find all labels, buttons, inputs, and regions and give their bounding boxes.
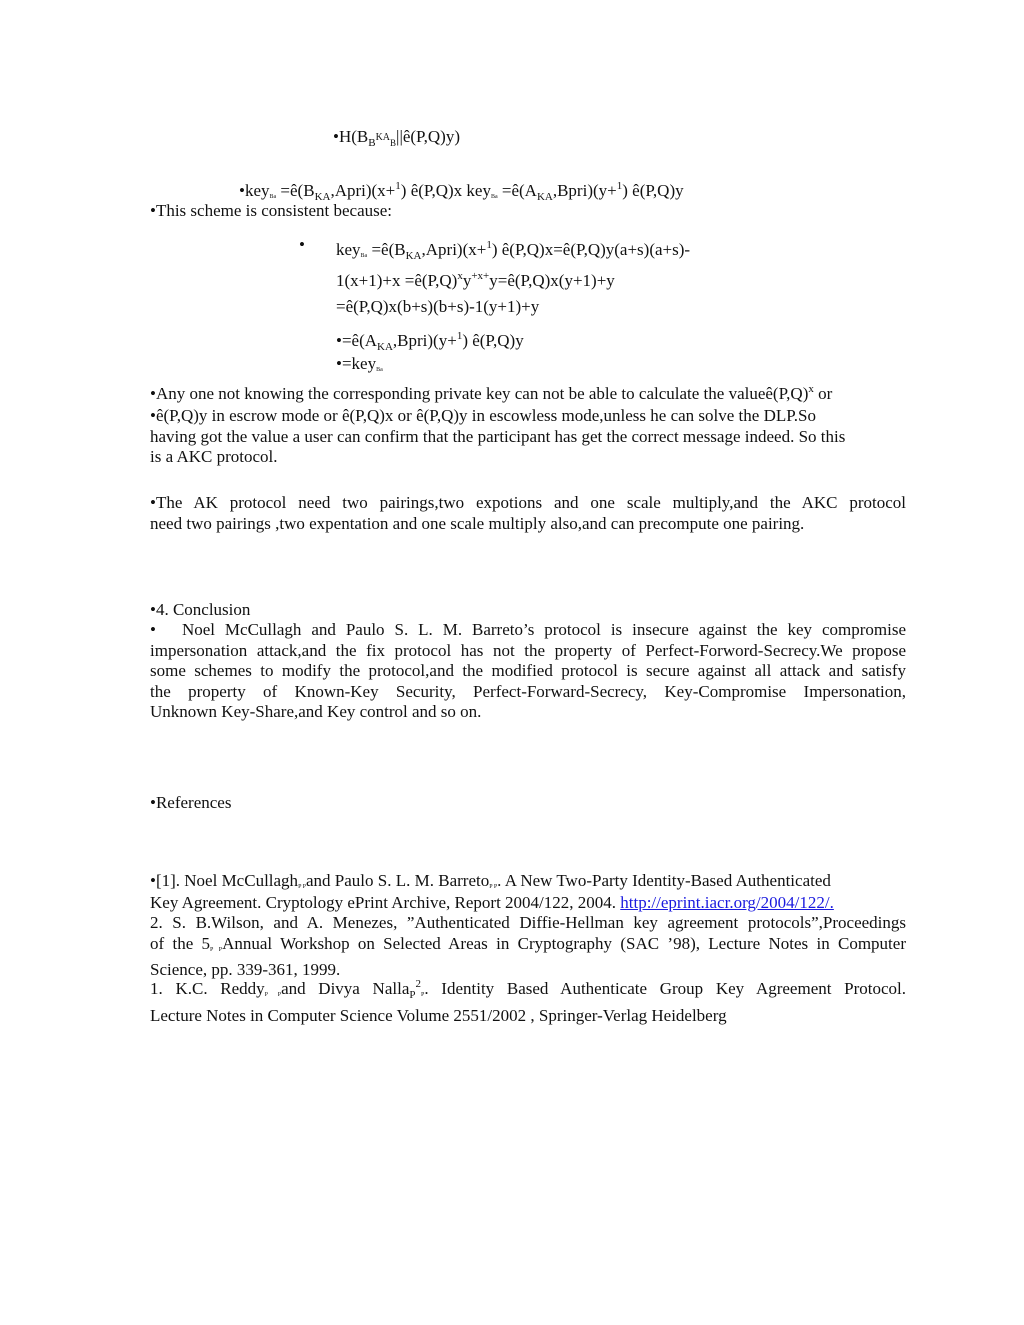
ref3-text-c: . Identity Based Authenticate Group Key Agreement Protocol.	[424, 979, 907, 998]
anyone-sup: x	[808, 383, 814, 395]
key-sub-2: KA	[536, 191, 553, 203]
hash-sub-3: B	[390, 138, 397, 148]
consistent-heading: •This scheme is consistent because:	[150, 201, 393, 220]
key-text-2: =ê(B	[276, 181, 315, 200]
proof-line-1	[336, 235, 690, 266]
ref3-line-1	[150, 974, 906, 1006]
ref3-text-a: 1. K.C. Reddy	[150, 979, 265, 998]
key-tiny-2: Ba	[490, 194, 498, 200]
key-text-5: =ê(A	[497, 181, 537, 200]
conclusion-line-4: the property of Known-Key Security, Perfect-Forward-Secrecy, Key-Compromise Impersonation,	[150, 681, 906, 701]
ref2-line-2b: Annual Workshop on Selected Areas in Cryptography (SAC ’98), Lecture Notes in Computer	[222, 933, 906, 953]
proof-l2-a: 1(x+1)+x =ê(P,Q)	[336, 271, 458, 290]
ak-line-1: •The AK protocol need two pairings,two expotions and one scale multiply,and the AKC protocol	[150, 493, 906, 512]
reference-2	[150, 913, 906, 981]
ref3-sub: P	[409, 989, 416, 1001]
proof-l4-c: ) ê(P,Q)y	[462, 331, 524, 350]
hash-sub-2: KA	[375, 132, 391, 143]
ref2-tiny: P P	[210, 946, 223, 953]
ref1-tiny-1: P P	[298, 884, 307, 890]
key-sup-1: 1	[395, 180, 401, 192]
proof-line-2	[336, 266, 615, 291]
proof-l2-b: y	[462, 271, 472, 290]
reference-1-line-2	[150, 893, 834, 913]
ref3-tiny-2: P	[421, 992, 425, 998]
key-sup-2: 1	[616, 180, 623, 192]
proof-l1-c: ,Apri)(x+	[421, 240, 487, 259]
hash-sub-1: B	[368, 137, 376, 149]
ref1-text-c: . A New Two-Party Identity-Based Authenticated	[497, 871, 831, 890]
proof-l1-sub: KA	[405, 250, 422, 262]
proof-l5-a: •=key	[336, 354, 377, 373]
proof-l1-a: key	[336, 240, 361, 259]
proof-l5-tiny: Ba	[376, 367, 383, 373]
key-text-3: ,Apri)(x+	[330, 181, 396, 200]
conclusion-line-2: impersonation attack,and the fix protocol has not the property of Perfect-Forword-Secrecy.We propose	[150, 640, 906, 660]
proof-line-4	[336, 326, 524, 357]
ref1-line-2-text: Key Agreement. Cryptology ePrint Archive, Report 2004/122, 2004.	[150, 893, 621, 912]
anyone-paragraph	[150, 379, 832, 404]
proof-line-3: =ê(P,Q)x(b+s)(b+s)-1(y+1)+y	[336, 297, 540, 316]
ref2-line-3: Science, pp. 339-361, 1999.	[150, 960, 341, 979]
reference-3	[150, 974, 906, 1026]
proof-bullet: •	[299, 235, 305, 254]
reference-1-url-link[interactable]: http://eprint.iacr.org/2004/122/.	[620, 893, 834, 912]
proof-l4-a: •=ê(A	[336, 331, 378, 350]
hash-text-b: ||ê(P,Q)y)	[396, 127, 460, 146]
escrow-line-3: is a AKC protocol.	[150, 447, 278, 466]
escrow-line-1: •ê(P,Q)y in escrow mode or ê(P,Q)x or ê(P,Q)y in escowless mode,unless he can solve the DLP.So	[150, 406, 817, 425]
conclusion-line-5: Unknown Key-Share,and Key control and so on.	[150, 702, 482, 721]
proof-l4-sup: 1	[456, 330, 463, 342]
ak-paragraph	[150, 493, 906, 534]
hash-text-a: •H(B	[333, 127, 369, 146]
escrow-paragraph	[150, 406, 906, 468]
anyone-text-b: or	[813, 384, 833, 403]
ref2-line-2	[150, 934, 906, 961]
ref2-line-2a: of the 5	[150, 933, 211, 953]
proof-l4-sub: KA	[377, 341, 393, 353]
proof-l1-b: =ê(B	[367, 240, 406, 259]
ref3-text-b: and Divya Nalla	[281, 979, 410, 998]
conclusion-line-1	[150, 620, 906, 641]
anyone-text-a: •Any one not knowing the corresponding private key can not be able to calculate the valueê(P,Q)	[150, 384, 809, 403]
proof-l2-sup-2: +x+	[471, 270, 490, 282]
conclusion-line-1-text: Noel McCullagh and Paulo S. L. M. Barreto’s protocol is insecure against the key compromise	[181, 620, 906, 639]
references-heading: •References	[150, 793, 232, 812]
ref3-line-2: Lecture Notes in Computer Science Volume 2551/2002 , Springer-Verlag Heidelberg	[150, 1005, 727, 1025]
key-text-1: •key	[239, 181, 270, 200]
ref3-tiny-1: P P	[264, 992, 282, 998]
proof-l1-d: ) ê(P,Q)x=ê(P,Q)y(a+s)(a+s)-	[491, 240, 691, 259]
key-sub-1: KA	[314, 191, 331, 203]
key-text-6: ,Bpri)(y+	[552, 181, 617, 200]
ref2-line-1: 2. S. B.Wilson, and A. Menezes, ”Authenticated Diffie-Hellman key agreement protocols”,Proceedings	[150, 913, 906, 932]
proof-l2-c: y=ê(P,Q)x(y+1)+y	[489, 271, 615, 290]
ref3-sup: 2	[415, 978, 421, 990]
conclusion-heading: •4. Conclusion	[150, 600, 251, 619]
proof-l1-sup: 1	[486, 239, 492, 251]
key-text-4: ) ê(P,Q)x key	[400, 181, 491, 200]
conclusion-line-3: some schemes to modify the protocol,and the modified protocol is secure against all attack and satisfy	[150, 661, 906, 680]
proof-line-5	[336, 354, 383, 380]
ref1-tiny-2: P P	[489, 884, 498, 890]
conclusion-bullet: •	[150, 620, 156, 639]
key-tiny-1: Ba	[269, 194, 277, 200]
ak-line-2: need two pairings ,two expentation and one scale multiply also,and can precompute one pairing.	[150, 513, 805, 533]
ref1-text-a: •[1]. Noel McCullagh	[150, 871, 299, 890]
proof-l1-tiny: Ba	[360, 253, 368, 259]
key-text-7: ) ê(P,Q)y	[622, 181, 684, 200]
escrow-line-2: having got the value a user can confirm that the participant has get the correct message indeed. So this	[150, 426, 846, 446]
proof-l4-b: ,Bpri)(y+	[392, 331, 457, 350]
proof-l2-sup-1: x	[457, 270, 463, 282]
ref1-text-b: and Paulo S. L. M. Barreto	[306, 871, 490, 890]
conclusion-paragraph	[150, 620, 906, 723]
hash-formula	[333, 127, 460, 153]
